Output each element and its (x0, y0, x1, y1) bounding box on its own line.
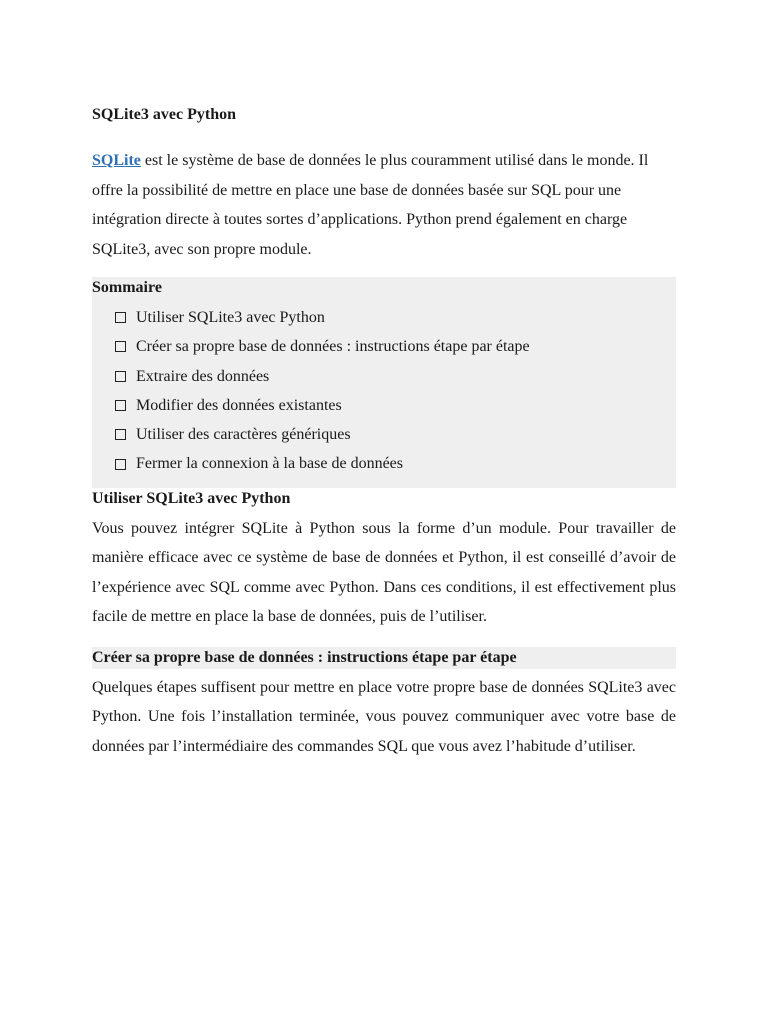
section-using-sqlite3 (92, 488, 676, 632)
checkbox-icon (115, 400, 126, 411)
checkbox-icon (115, 459, 126, 470)
checkbox-icon (115, 312, 126, 323)
section-create-database (92, 647, 676, 762)
checkbox-icon (115, 341, 126, 352)
summary-item[interactable] (115, 420, 676, 449)
summary-item[interactable] (115, 362, 676, 391)
intro-text: est le système de base de données le plus couramment utilisé dans le monde. Il offre la possibilité de mettre en place une base de données basée sur SQL pour une intégration directe à toutes sortes d’applications. Python prend également en charge SQLite3, avec son propre module. (92, 152, 649, 258)
intro-paragraph (92, 146, 676, 264)
section-heading: Créer sa propre base de données : instructions étape par étape (92, 647, 676, 669)
sqlite-link[interactable]: SQLite (92, 152, 141, 169)
document-title: SQLite3 avec Python (92, 106, 236, 123)
checkbox-icon (115, 429, 126, 440)
summary-item-label: Créer sa propre base de données : instructions étape par étape (136, 338, 530, 356)
summary-item[interactable] (115, 449, 676, 478)
summary-item-label: Fermer la connexion à la base de données (136, 455, 404, 473)
document-content (92, 101, 676, 761)
summary-item-label: Extraire des données (136, 367, 270, 385)
summary-box (92, 277, 676, 488)
summary-item-label: Utiliser des caractères génériques (136, 426, 351, 444)
summary-item-label: Modifier des données existantes (136, 396, 342, 414)
section-paragraph: Vous pouvez intégrer SQLite à Python sous la forme d’un module. Pour travailler de manière efficace avec ce système de base de données et Python, il est conseillé d’avoir de l’expérience avec SQL comme avec Python. Dans ces conditions, il est effectivement plus facile de mettre en place la base de données, puis de l’utiliser. (92, 519, 676, 626)
summary-item-label: Utiliser SQLite3 avec Python (136, 309, 325, 326)
checkbox-icon (115, 371, 126, 382)
summary-list (92, 303, 676, 479)
summary-item[interactable] (115, 391, 676, 420)
summary-item[interactable] (115, 303, 676, 332)
summary-item[interactable] (115, 332, 676, 361)
section-paragraph: Quelques étapes suffisent pour mettre en place votre propre base de données SQLite3 avec Python. Une fois l’installation terminée, vous pouvez communiquer avec votre base de données par l’intermédiaire des commandes SQL que vous avez l’habitude d’utiliser. (92, 678, 676, 755)
section-heading: Utiliser SQLite3 avec Python (92, 489, 291, 507)
summary-title: Sommaire (92, 279, 162, 296)
